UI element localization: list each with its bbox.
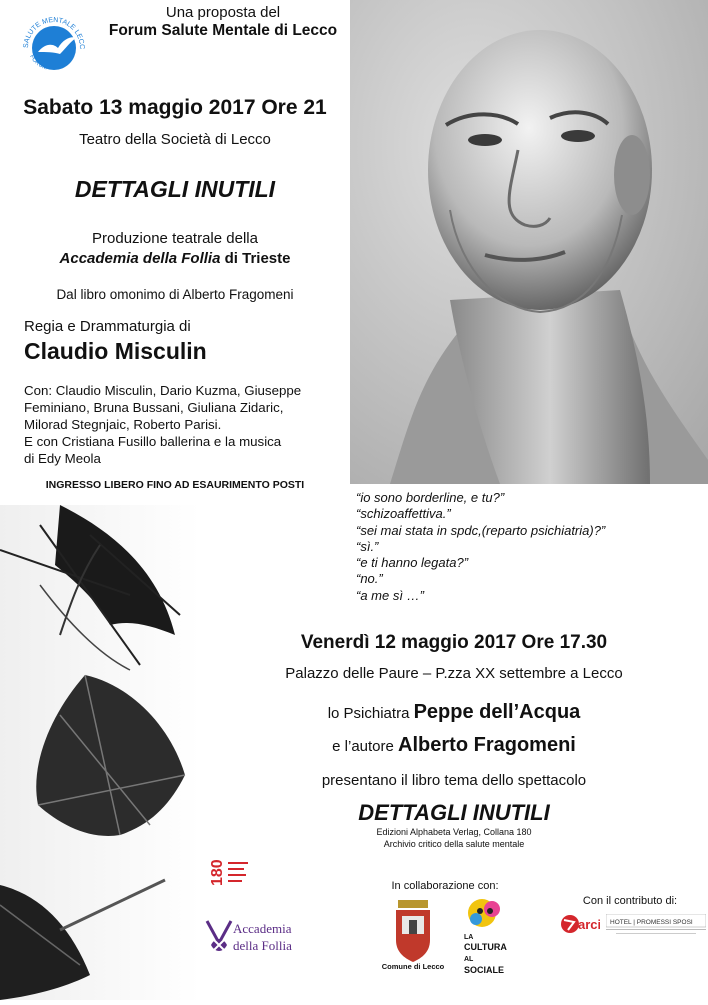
hotel-text: HOTEL | PROMESSI SPOSI — [610, 919, 693, 926]
arci-text: arci — [578, 917, 600, 932]
cast-line: Feminiano, Bruna Bussani, Giuliana Zidaric, — [24, 400, 284, 415]
org-name: Forum Salute Mentale di Lecco — [108, 22, 338, 39]
book-event-venue: Palazzo delle Paure – P.zza XX settembre a Lecco — [285, 665, 623, 682]
arci-logo — [560, 910, 600, 938]
presenter-name: Alberto Fragomeni — [398, 734, 576, 756]
book-source: Dal libro omonimo di Alberto Fragomeni — [56, 287, 294, 302]
show-title: DETTAGLI INUTILI — [74, 176, 276, 202]
org-intro: Una proposta del — [165, 4, 281, 21]
event-date: Sabato 13 maggio 2017 Ore 21 — [23, 96, 327, 119]
collaboration-label: In collaborazione con: — [391, 880, 499, 892]
presenter-prefix: lo Psichiatra — [327, 705, 410, 722]
comune-lecco-logo — [382, 900, 444, 970]
director-name: Claudio Misculin — [24, 338, 207, 364]
logo-180-text: 180 — [209, 859, 226, 886]
cultura-line4: SOCIALE — [464, 965, 505, 975]
presenter-prefix: e l’autore — [332, 738, 394, 755]
forum-logo — [14, 8, 92, 78]
cultura-line1: LA — [464, 934, 474, 941]
free-entry-notice: INGRESSO LIBERO FINO AD ESAURIMENTO POSTI — [45, 479, 305, 491]
presenter-name: Peppe dell’Acqua — [413, 701, 581, 723]
broken-umbrellas-image — [0, 505, 200, 1000]
quote-line: “schizoaffettiva.” — [356, 506, 451, 522]
accademia-line1: Accademia — [233, 921, 292, 936]
presenter-psychiatrist — [200, 701, 708, 724]
book-event-date: Venerdì 12 maggio 2017 Ore 17.30 — [300, 632, 608, 653]
cast-line: E con Cristiana Fusillo ballerina e la musica — [24, 434, 282, 449]
event-venue: Teatro della Società di Lecco — [79, 131, 271, 148]
academy-city: di Trieste — [224, 250, 291, 267]
actor-portrait-photo — [350, 0, 708, 484]
quote-line: “e ti hanno legata?” — [356, 555, 469, 571]
hotel-promessi-sposi-logo — [606, 914, 706, 940]
quote-line: “no.” — [356, 571, 383, 587]
quote-line: “io sono borderline, e tu?” — [356, 490, 505, 505]
production-company — [0, 250, 350, 267]
quote-line: “sei mai stata in spdc,(reparto psichiatria)?” — [356, 522, 606, 538]
logo-ring-text-bottom: FORUM — [28, 53, 48, 72]
collana-180-logo — [206, 858, 256, 894]
presenter-author — [200, 734, 708, 757]
cultura-line3: AL — [464, 956, 474, 963]
dialogue-quote — [356, 490, 706, 604]
comune-label: Comune di Lecco — [382, 962, 444, 970]
publisher-line: Edizioni Alphabeta Verlag, Collana 180 — [376, 827, 532, 837]
academy-name: Accademia della Follia — [59, 250, 221, 267]
accademia-follia-logo — [205, 915, 315, 959]
quote-line: “a me sì …” — [356, 587, 424, 603]
cultura-line2: CULTURA — [464, 942, 507, 952]
cast-line: di Edy Meola — [24, 451, 101, 466]
archive-line: Archivio critico della salute mentale — [383, 839, 525, 849]
logo-ring-text: SALUTE MENTALE LECC — [22, 16, 86, 50]
cast-list — [24, 382, 344, 467]
cast-line: Milorad Stegnjaic, Roberto Parisi. — [24, 417, 222, 432]
book-title: DETTAGLI INUTILI — [358, 800, 550, 825]
contribution-label: Con il contributo di: — [582, 895, 678, 907]
production-line: Produzione teatrale della — [92, 230, 258, 247]
presentation-line: presentano il libro tema dello spettacolo — [321, 772, 587, 789]
cultura-sociale-logo — [462, 895, 510, 985]
direction-label: Regia e Drammaturgia di — [24, 318, 191, 335]
quote-line: “sì.” — [356, 538, 379, 554]
accademia-line2: della Follia — [233, 938, 292, 953]
cast-line: Con: Claudio Misculin, Dario Kuzma, Giuseppe — [24, 383, 302, 398]
